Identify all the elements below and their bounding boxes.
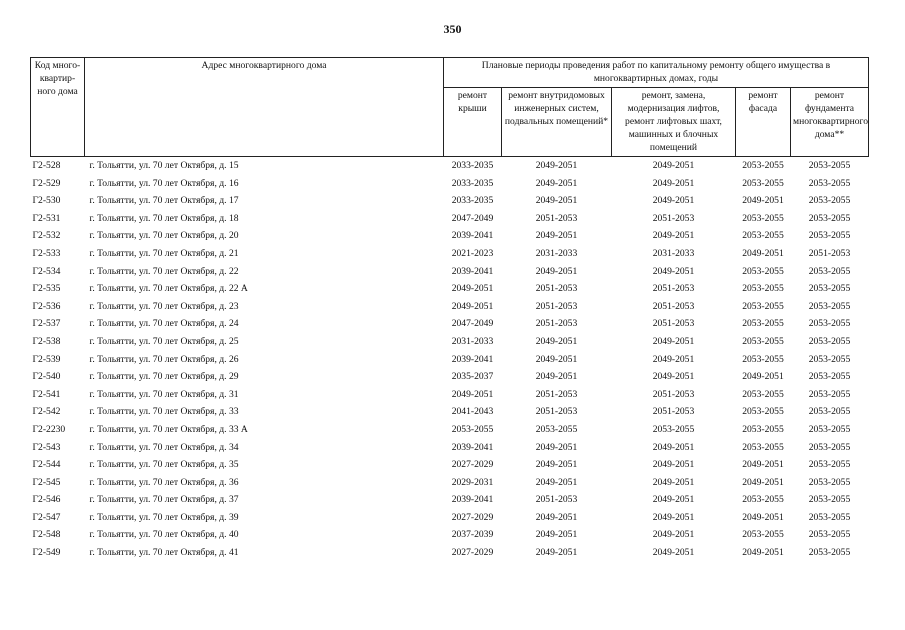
roof-period-cell: 2041-2043 bbox=[451, 406, 494, 418]
header-periods: Плановые периоды проведения работ по капитальному ремонту общего имущества в многоквартирных домах, годы bbox=[444, 58, 869, 88]
foundation-period-cell: 2053-2055 bbox=[808, 300, 851, 312]
table-row bbox=[31, 526, 869, 544]
house-code-cell: Г2-539 bbox=[32, 353, 61, 365]
facade-period-cell: 2053-2055 bbox=[742, 494, 784, 506]
address-cell: г. Тольятти, ул. 70 лет Октября, д. 35 bbox=[89, 459, 239, 471]
table-row bbox=[31, 386, 869, 404]
header-roof: ремонт крыши bbox=[444, 88, 502, 157]
address-cell: г. Тольятти, ул. 70 лет Октября, д. 20 bbox=[89, 230, 239, 242]
lift-period-cell: 2049-2051 bbox=[652, 353, 695, 365]
roof-period-cell: 2035-2037 bbox=[451, 371, 494, 383]
engineering-period-cell: 2049-2051 bbox=[535, 441, 578, 453]
engineering-period-cell: 2049-2051 bbox=[535, 353, 578, 365]
table-row bbox=[31, 333, 869, 351]
address-cell: г. Тольятти, ул. 70 лет Октября, д. 33 А bbox=[89, 423, 248, 435]
table-row bbox=[31, 227, 869, 245]
lift-period-cell: 2049-2051 bbox=[652, 511, 695, 523]
header-foundation: ремонт фундамента многоквартирного дома** bbox=[791, 88, 869, 157]
address-cell: г. Тольятти, ул. 70 лет Октября, д. 16 bbox=[89, 177, 239, 189]
house-code-cell: Г2-535 bbox=[32, 283, 61, 295]
facade-period-cell: 2053-2055 bbox=[742, 230, 784, 242]
house-code-cell: Г2-534 bbox=[32, 265, 61, 277]
header-address: Адрес многоквартирного дома bbox=[85, 58, 444, 157]
header-engineering: ремонт внутридомовых инженерных систем, подвальных помещений* bbox=[502, 88, 612, 157]
engineering-period-cell: 2049-2051 bbox=[535, 177, 578, 189]
table-row bbox=[31, 544, 869, 562]
lift-period-cell: 2051-2053 bbox=[652, 212, 695, 224]
roof-period-cell: 2053-2055 bbox=[451, 423, 494, 435]
facade-period-cell: 2053-2055 bbox=[742, 177, 784, 189]
address-cell: г. Тольятти, ул. 70 лет Октября, д. 37 bbox=[89, 494, 239, 506]
engineering-period-cell: 2049-2051 bbox=[535, 195, 578, 207]
table-row bbox=[31, 421, 869, 439]
lift-period-cell: 2049-2051 bbox=[652, 494, 695, 506]
page-number: 350 bbox=[443, 22, 462, 36]
address-cell: г. Тольятти, ул. 70 лет Октября, д. 39 bbox=[89, 511, 239, 523]
lift-period-cell: 2049-2051 bbox=[652, 265, 695, 277]
header-lifts: ремонт, замена, модернизация лифтов, ремонт лифтовых шахт, машинных и блочных помещений bbox=[612, 88, 736, 157]
roof-period-cell: 2039-2041 bbox=[451, 494, 494, 506]
table-row bbox=[31, 439, 869, 457]
table-row bbox=[31, 315, 869, 333]
house-code-cell: Г2-542 bbox=[32, 406, 61, 418]
engineering-period-cell: 2049-2051 bbox=[535, 371, 578, 383]
repair-schedule-table bbox=[30, 57, 869, 562]
facade-period-cell: 2049-2051 bbox=[742, 476, 784, 488]
address-cell: г. Тольятти, ул. 70 лет Октября, д. 34 bbox=[89, 441, 239, 453]
table-row bbox=[31, 175, 869, 193]
roof-period-cell: 2047-2049 bbox=[451, 212, 494, 224]
table-row bbox=[31, 403, 869, 421]
address-cell: г. Тольятти, ул. 70 лет Октября, д. 22 А bbox=[89, 283, 248, 295]
lift-period-cell: 2049-2051 bbox=[652, 476, 695, 488]
address-cell: г. Тольятти, ул. 70 лет Октября, д. 31 bbox=[89, 388, 239, 400]
roof-period-cell: 2027-2029 bbox=[451, 547, 494, 559]
address-cell: г. Тольятти, ул. 70 лет Октября, д. 26 bbox=[89, 353, 239, 365]
facade-period-cell: 2053-2055 bbox=[742, 353, 784, 365]
lift-period-cell: 2049-2051 bbox=[652, 371, 695, 383]
table-header bbox=[31, 58, 869, 157]
table-row bbox=[31, 210, 869, 228]
foundation-period-cell: 2053-2055 bbox=[808, 423, 851, 435]
address-cell: г. Тольятти, ул. 70 лет Октября, д. 23 bbox=[89, 300, 239, 312]
foundation-period-cell: 2053-2055 bbox=[808, 195, 851, 207]
roof-period-cell: 2027-2029 bbox=[451, 511, 494, 523]
facade-period-cell: 2053-2055 bbox=[742, 265, 784, 277]
house-code-cell: Г2-540 bbox=[32, 371, 61, 383]
address-cell: г. Тольятти, ул. 70 лет Октября, д. 15 bbox=[89, 160, 239, 171]
house-code-cell: Г2-541 bbox=[32, 388, 61, 400]
foundation-period-cell: 2053-2055 bbox=[808, 511, 851, 523]
lift-period-cell: 2049-2051 bbox=[652, 160, 695, 171]
table-row bbox=[31, 157, 869, 175]
engineering-period-cell: 2051-2053 bbox=[535, 318, 578, 330]
foundation-period-cell: 2053-2055 bbox=[808, 160, 851, 171]
address-cell: г. Тольятти, ул. 70 лет Октября, д. 21 bbox=[89, 247, 239, 259]
facade-period-cell: 2049-2051 bbox=[742, 547, 784, 559]
table-row bbox=[31, 280, 869, 298]
engineering-period-cell: 2051-2053 bbox=[535, 283, 578, 295]
engineering-period-cell: 2049-2051 bbox=[535, 511, 578, 523]
facade-period-cell: 2053-2055 bbox=[742, 406, 784, 418]
house-code-cell: Г2-531 bbox=[32, 212, 61, 224]
house-code-cell: Г2-538 bbox=[32, 335, 61, 347]
house-code-cell: Г2-530 bbox=[32, 195, 61, 207]
address-cell: г. Тольятти, ул. 70 лет Октября, д. 17 bbox=[89, 195, 239, 207]
roof-period-cell: 2049-2051 bbox=[451, 388, 494, 400]
house-code-cell: Г2-544 bbox=[32, 459, 61, 471]
house-code-cell: Г2-548 bbox=[32, 529, 61, 541]
foundation-period-cell: 2053-2055 bbox=[808, 371, 851, 383]
table-row bbox=[31, 351, 869, 369]
facade-period-cell: 2053-2055 bbox=[742, 388, 784, 400]
engineering-period-cell: 2049-2051 bbox=[535, 160, 578, 171]
roof-period-cell: 2029-2031 bbox=[451, 476, 494, 488]
roof-period-cell: 2047-2049 bbox=[451, 318, 494, 330]
lift-period-cell: 2049-2051 bbox=[652, 547, 695, 559]
table-row bbox=[31, 298, 869, 316]
house-code-cell: Г2-545 bbox=[32, 476, 61, 488]
header-code: Код много-квартир-ного дома bbox=[31, 58, 85, 157]
facade-period-cell: 2053-2055 bbox=[742, 441, 784, 453]
address-cell: г. Тольятти, ул. 70 лет Октября, д. 18 bbox=[89, 212, 239, 224]
lift-period-cell: 2051-2053 bbox=[652, 388, 695, 400]
engineering-period-cell: 2051-2053 bbox=[535, 494, 578, 506]
address-cell: г. Тольятти, ул. 70 лет Октября, д. 40 bbox=[89, 529, 239, 541]
engineering-period-cell: 2049-2051 bbox=[535, 230, 578, 242]
facade-period-cell: 2053-2055 bbox=[742, 300, 784, 312]
facade-period-cell: 2049-2051 bbox=[742, 195, 784, 207]
repair-schedule-table-wrapper bbox=[30, 57, 868, 562]
foundation-period-cell: 2053-2055 bbox=[808, 230, 851, 242]
engineering-period-cell: 2051-2053 bbox=[535, 388, 578, 400]
facade-period-cell: 2053-2055 bbox=[742, 212, 784, 224]
facade-period-cell: 2049-2051 bbox=[742, 371, 784, 383]
engineering-period-cell: 2049-2051 bbox=[535, 529, 578, 541]
foundation-period-cell: 2053-2055 bbox=[808, 388, 851, 400]
foundation-period-cell: 2053-2055 bbox=[808, 529, 851, 541]
roof-period-cell: 2049-2051 bbox=[451, 283, 494, 295]
house-code-cell: Г2-546 bbox=[32, 494, 61, 506]
facade-period-cell: 2049-2051 bbox=[742, 247, 784, 259]
roof-period-cell: 2027-2029 bbox=[451, 459, 494, 471]
foundation-period-cell: 2053-2055 bbox=[808, 406, 851, 418]
engineering-period-cell: 2049-2051 bbox=[535, 476, 578, 488]
foundation-period-cell: 2053-2055 bbox=[808, 547, 851, 559]
roof-period-cell: 2021-2023 bbox=[451, 247, 494, 259]
roof-period-cell: 2049-2051 bbox=[451, 300, 494, 312]
engineering-period-cell: 2049-2051 bbox=[535, 265, 578, 277]
roof-period-cell: 2031-2033 bbox=[451, 335, 494, 347]
table-row bbox=[31, 368, 869, 386]
house-code-cell: Г2-547 bbox=[32, 511, 61, 523]
lift-period-cell: 2031-2033 bbox=[652, 247, 695, 259]
lift-period-cell: 2051-2053 bbox=[652, 406, 695, 418]
facade-period-cell: 2053-2055 bbox=[742, 318, 784, 330]
foundation-period-cell: 2053-2055 bbox=[808, 353, 851, 365]
roof-period-cell: 2037-2039 bbox=[451, 529, 494, 541]
address-cell: г. Тольятти, ул. 70 лет Октября, д. 29 bbox=[89, 371, 239, 383]
lift-period-cell: 2053-2055 bbox=[652, 423, 695, 435]
roof-period-cell: 2039-2041 bbox=[451, 265, 494, 277]
lift-period-cell: 2049-2051 bbox=[652, 441, 695, 453]
house-code-cell: Г2-532 bbox=[32, 230, 61, 242]
foundation-period-cell: 2053-2055 bbox=[808, 494, 851, 506]
house-code-cell: Г2-2230 bbox=[32, 423, 66, 435]
roof-period-cell: 2033-2035 bbox=[451, 160, 494, 171]
foundation-period-cell: 2053-2055 bbox=[808, 283, 851, 295]
facade-period-cell: 2053-2055 bbox=[742, 160, 784, 171]
roof-period-cell: 2039-2041 bbox=[451, 353, 494, 365]
table-body bbox=[31, 157, 869, 562]
foundation-period-cell: 2053-2055 bbox=[808, 335, 851, 347]
lift-period-cell: 2049-2051 bbox=[652, 177, 695, 189]
roof-period-cell: 2033-2035 bbox=[451, 195, 494, 207]
lift-period-cell: 2049-2051 bbox=[652, 195, 695, 207]
table-row bbox=[31, 509, 869, 527]
house-code-cell: Г2-537 bbox=[32, 318, 61, 330]
table-row bbox=[31, 192, 869, 210]
facade-period-cell: 2049-2051 bbox=[742, 459, 784, 471]
table-row bbox=[31, 491, 869, 509]
address-cell: г. Тольятти, ул. 70 лет Октября, д. 24 bbox=[89, 318, 239, 330]
roof-period-cell: 2039-2041 bbox=[451, 441, 494, 453]
foundation-period-cell: 2053-2055 bbox=[808, 459, 851, 471]
table-row bbox=[31, 245, 869, 263]
foundation-period-cell: 2053-2055 bbox=[808, 476, 851, 488]
foundation-period-cell: 2053-2055 bbox=[808, 212, 851, 224]
address-cell: г. Тольятти, ул. 70 лет Октября, д. 36 bbox=[89, 476, 239, 488]
facade-period-cell: 2053-2055 bbox=[742, 283, 784, 295]
house-code-cell: Г2-529 bbox=[32, 177, 61, 189]
roof-period-cell: 2033-2035 bbox=[451, 177, 494, 189]
foundation-period-cell: 2053-2055 bbox=[808, 441, 851, 453]
engineering-period-cell: 2031-2033 bbox=[535, 247, 578, 259]
address-cell: г. Тольятти, ул. 70 лет Октября, д. 33 bbox=[89, 406, 239, 418]
house-code-cell: Г2-528 bbox=[32, 160, 61, 171]
roof-period-cell: 2039-2041 bbox=[451, 230, 494, 242]
table-row bbox=[31, 263, 869, 281]
lift-period-cell: 2051-2053 bbox=[652, 300, 695, 312]
table-row bbox=[31, 456, 869, 474]
house-code-cell: Г2-543 bbox=[32, 441, 61, 453]
address-cell: г. Тольятти, ул. 70 лет Октября, д. 25 bbox=[89, 335, 239, 347]
facade-period-cell: 2053-2055 bbox=[742, 335, 784, 347]
foundation-period-cell: 2053-2055 bbox=[808, 265, 851, 277]
lift-period-cell: 2051-2053 bbox=[652, 318, 695, 330]
engineering-period-cell: 2051-2053 bbox=[535, 300, 578, 312]
address-cell: г. Тольятти, ул. 70 лет Октября, д. 41 bbox=[89, 547, 239, 559]
foundation-period-cell: 2051-2053 bbox=[808, 247, 851, 259]
facade-period-cell: 2053-2055 bbox=[742, 423, 784, 435]
engineering-period-cell: 2051-2053 bbox=[535, 212, 578, 224]
foundation-period-cell: 2053-2055 bbox=[808, 177, 851, 189]
lift-period-cell: 2049-2051 bbox=[652, 529, 695, 541]
house-code-cell: Г2-533 bbox=[32, 247, 61, 259]
header-facade: ремонт фасада bbox=[736, 88, 791, 157]
engineering-period-cell: 2053-2055 bbox=[535, 423, 578, 435]
engineering-period-cell: 2049-2051 bbox=[535, 335, 578, 347]
lift-period-cell: 2049-2051 bbox=[652, 459, 695, 471]
facade-period-cell: 2053-2055 bbox=[742, 529, 784, 541]
house-code-cell: Г2-536 bbox=[32, 300, 61, 312]
house-code-cell: Г2-549 bbox=[32, 547, 61, 559]
engineering-period-cell: 2049-2051 bbox=[535, 459, 578, 471]
address-cell: г. Тольятти, ул. 70 лет Октября, д. 22 bbox=[89, 265, 239, 277]
engineering-period-cell: 2049-2051 bbox=[535, 547, 578, 559]
lift-period-cell: 2051-2053 bbox=[652, 283, 695, 295]
table-row bbox=[31, 474, 869, 492]
lift-period-cell: 2049-2051 bbox=[652, 230, 695, 242]
engineering-period-cell: 2051-2053 bbox=[535, 406, 578, 418]
facade-period-cell: 2049-2051 bbox=[742, 511, 784, 523]
foundation-period-cell: 2053-2055 bbox=[808, 318, 851, 330]
lift-period-cell: 2049-2051 bbox=[652, 335, 695, 347]
